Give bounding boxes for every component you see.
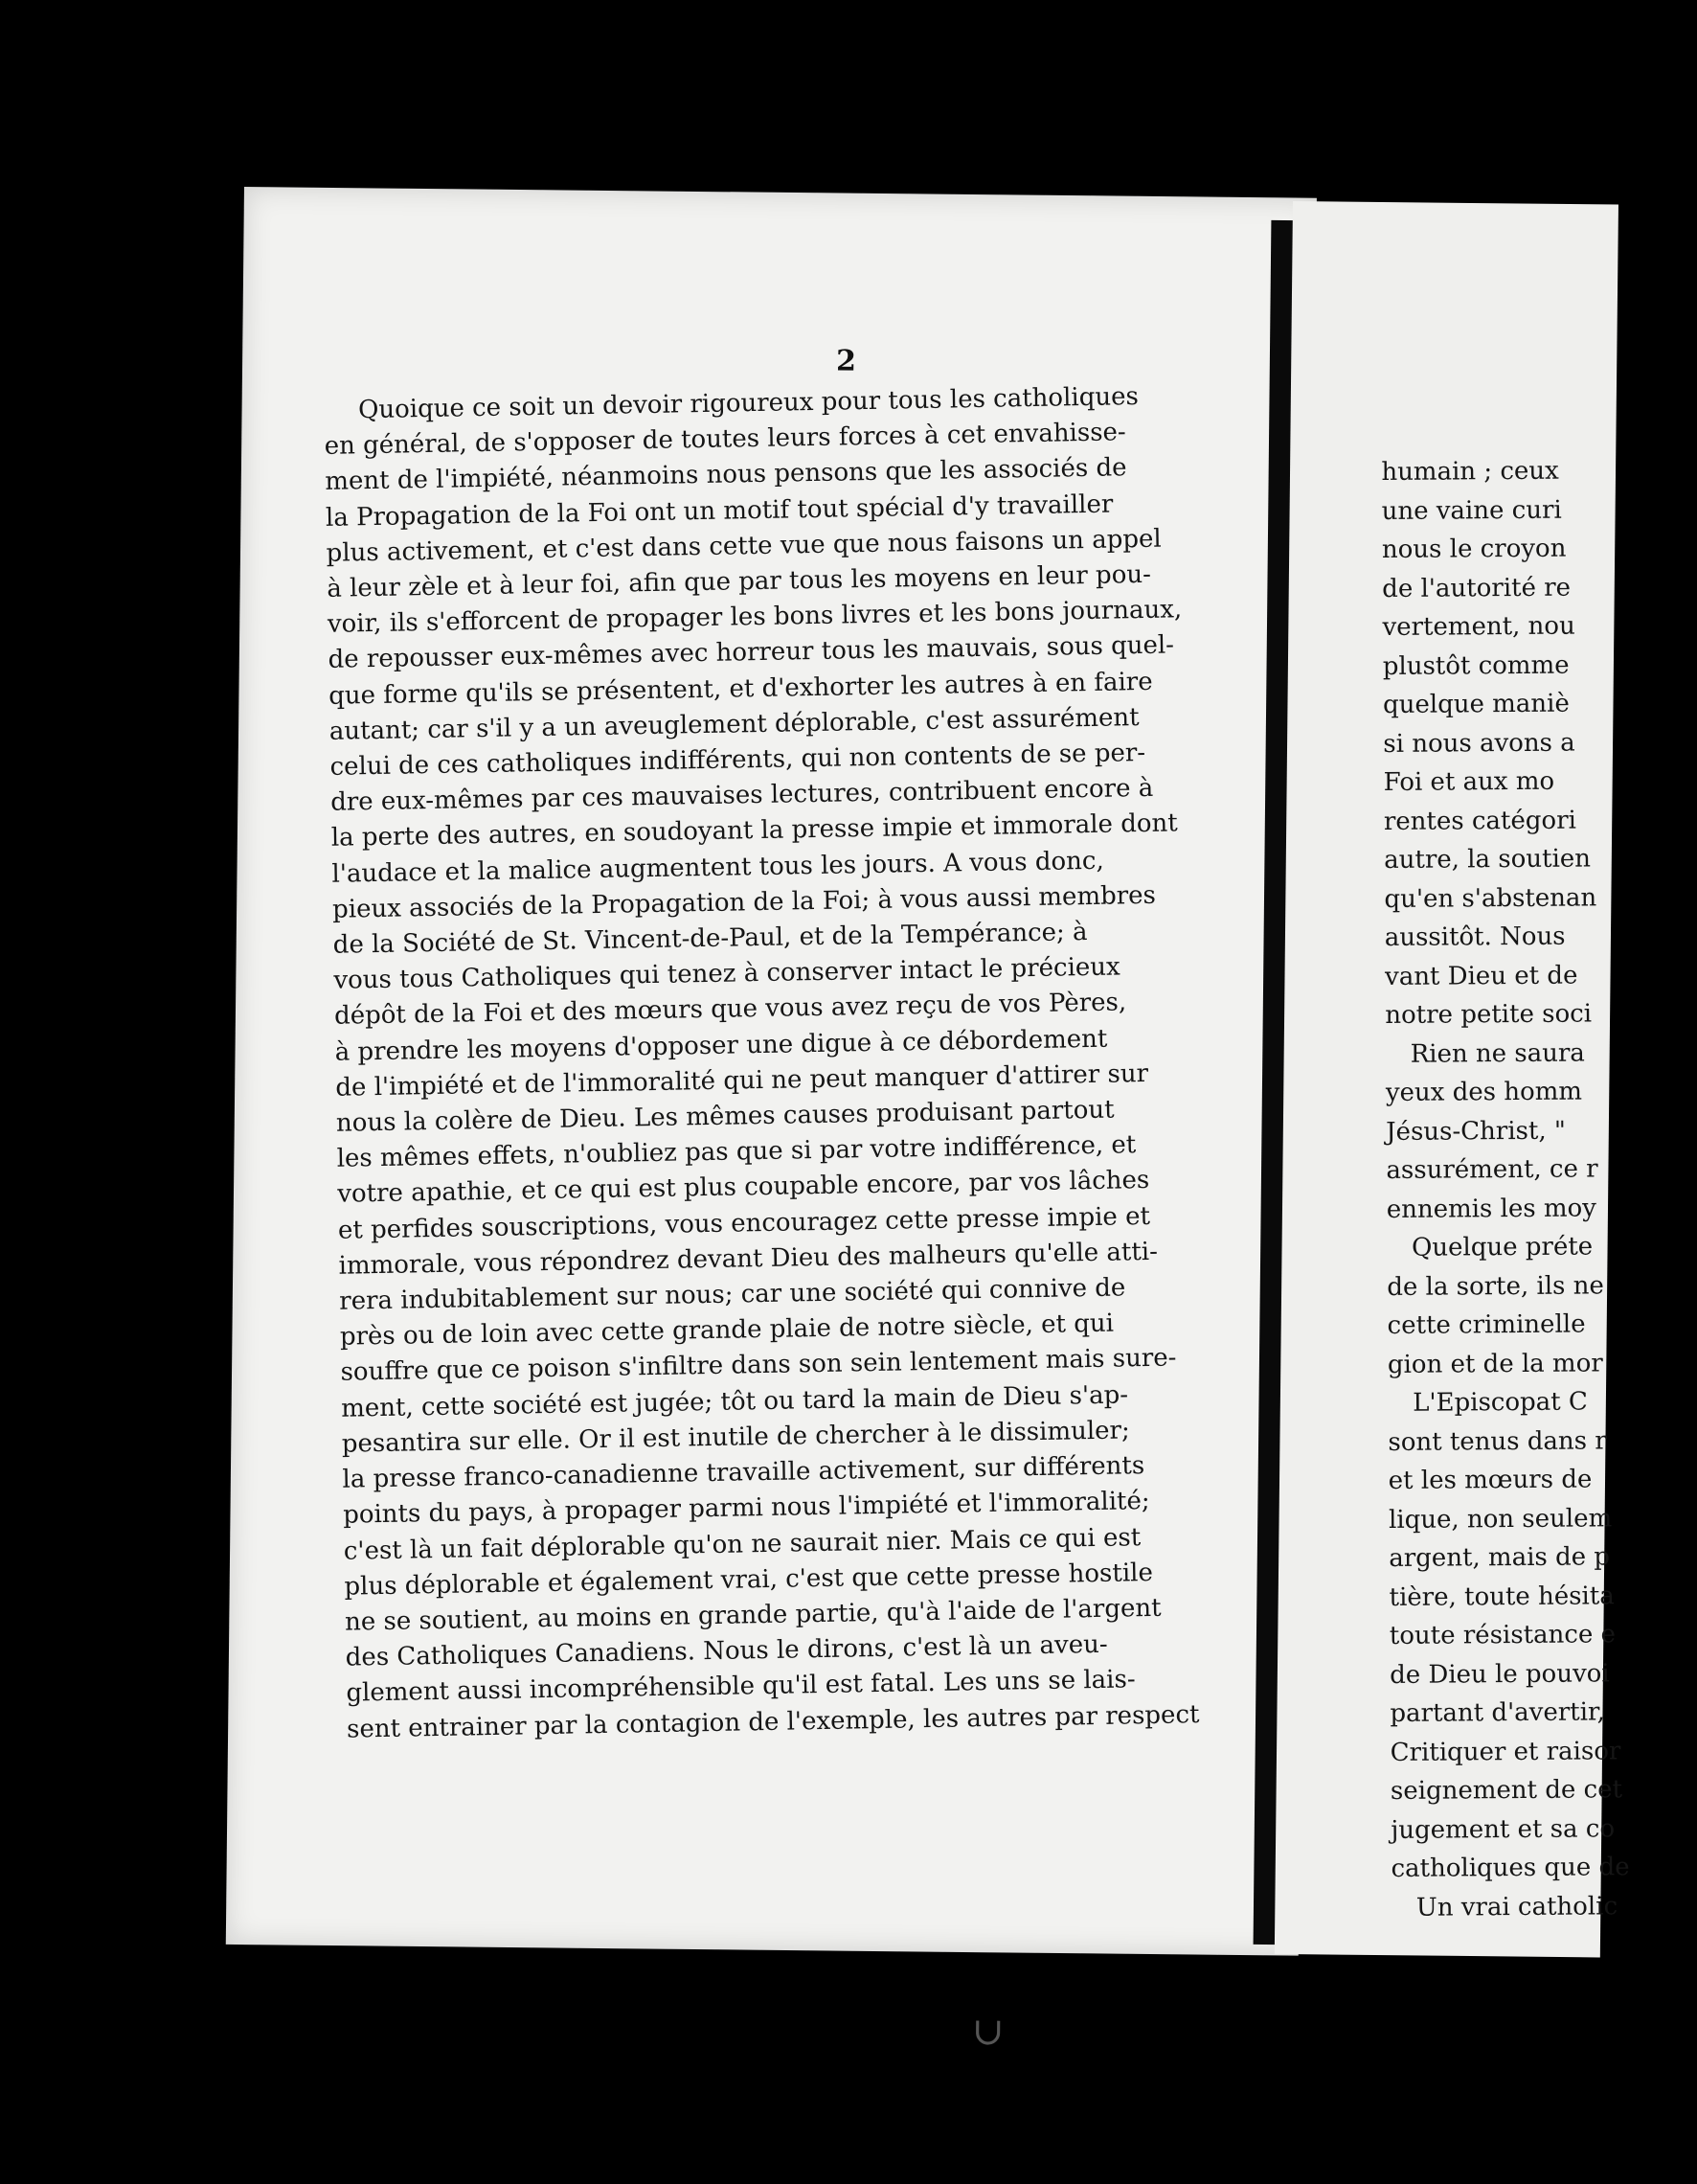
left-page-text-line: ne se soutient, au moins en grande partie, qu'à l'aide de l'argent (344, 1593, 1162, 1637)
right-page-text-line: tière, toute hésita (1389, 1581, 1615, 1612)
right-page-text-line: toute résistance e (1389, 1620, 1617, 1650)
left-page-text-line: glement aussi incompréhensible qu'il est fatal. Les uns se lais- (346, 1665, 1136, 1708)
right-page-text-line: qu'en s'abstenan (1384, 882, 1597, 914)
left-page-body-text (324, 378, 1238, 1748)
right-page-text-line: de Dieu le pouvoi (1390, 1658, 1610, 1690)
left-page-text-line: dre eux-mêmes par ces mauvaises lectures, contribuent encore à (329, 774, 1154, 818)
right-page-text-line: Quelque préte (1411, 1232, 1594, 1263)
left-page-text-line: rera indubitablement sur nous; car une société qui connive de (339, 1273, 1126, 1316)
right-page-text-line: notre petite soci (1385, 999, 1593, 1030)
left-page-text-line: des Catholiques Canadiens. Nous le dirons, c'est là un aveu- (345, 1629, 1108, 1672)
right-page-text-line: de l'autorité re (1382, 573, 1572, 603)
right-page-text-line: vant Dieu et de (1384, 961, 1578, 991)
right-page-text-line: quelque maniè (1382, 689, 1570, 719)
left-page-text-line: ment, cette société est jugée; tôt ou tard la main de Dieu s'ap- (340, 1380, 1129, 1423)
right-page-text-line: lique, non seulem (1388, 1503, 1613, 1535)
right-page-text-line: Rien ne saura (1410, 1038, 1585, 1069)
right-page-text-line: sont tenus dans r (1388, 1425, 1607, 1457)
right-page-text-line: jugement et sa co (1391, 1813, 1616, 1845)
left-page-text-line: les mêmes effets, n'oubliez pas que si par votre indifférence, et (336, 1130, 1137, 1174)
left-page-text-line: ment de l'impiété, néanmoins nous pensons que les associés de (325, 453, 1127, 497)
right-page-text-line: et les mœurs de (1388, 1465, 1593, 1495)
right-page-text-line: rentes catégori (1383, 806, 1576, 836)
right-page-text-line: ennemis les moy (1386, 1193, 1597, 1224)
left-page-text-line: l'audace et la malice augmentent tous les jours. A vous donc, (331, 846, 1104, 889)
left-page-text-line: pesantira sur elle. Or il est inutile de chercher à le dissimuler; (341, 1416, 1130, 1459)
right-page-text-line: autre, la soutien (1384, 844, 1592, 875)
left-page-text-line: souffre que ce poison s'infiltre dans son sein lentement mais sure- (340, 1343, 1177, 1388)
right-page-text-line: si nous avons a (1383, 728, 1575, 759)
right-page-text-line: assurément, ce r (1386, 1154, 1598, 1185)
right-page-text-line: nous le croyon (1381, 534, 1567, 564)
left-page-text-line: à prendre les moyens d'opposer une digue à ce débordement (334, 1024, 1108, 1067)
right-page-text-line: aussitôt. Nous (1384, 921, 1566, 952)
right-page-text-line: Jésus-Christ, " (1386, 1116, 1566, 1147)
right-page-text-line: catholiques que de (1391, 1853, 1630, 1883)
left-page-text-line: immorale, vous répondrez devant Dieu des malheurs qu'elle atti- (338, 1237, 1159, 1281)
left-page-text-line: que forme qu'ils se présentent, et d'exhorter les autres à en faire (328, 667, 1153, 711)
right-page-text-line: Critiquer et raisor (1390, 1736, 1621, 1767)
left-page-text-line: voir, ils s'efforcent de propager les bons livres et les bons journaux, (327, 595, 1183, 640)
left-page-text-line: la perte des autres, en soudoyant la presse impie et immorale dont (330, 808, 1178, 853)
page-number: 2 (835, 344, 857, 378)
right-page-text-line: Foi et aux mo (1383, 766, 1555, 797)
left-page-text-line: nous la colère de Dieu. Les mêmes causes produisant partout (335, 1095, 1115, 1138)
right-page-body-text (1381, 451, 1679, 1927)
right-page-text-line: Un vrai catholic (1415, 1891, 1618, 1922)
left-page-text-line: celui de ces catholiques indifférents, qui non contents de se per- (329, 738, 1146, 782)
left-page-text-line: autant; car s'il y a un aveuglement déplorable, c'est assurément (328, 702, 1140, 746)
left-page-text-line: dépôt de la Foi et des mœurs que vous avez reçu de vos Pères, (333, 988, 1127, 1032)
left-page-text-line: et perfides souscriptions, vous encouragez cette presse impie et (337, 1201, 1151, 1245)
left-page-text-line: de repousser eux-mêmes avec horreur tous les mauvais, sous quel- (328, 630, 1175, 675)
right-page-text-line: argent, mais de p (1389, 1542, 1611, 1573)
left-page-text-line: plus activement, et c'est dans cette vue que nous faisons un appel (326, 524, 1162, 568)
right-page-text-line: de la sorte, ils ne (1387, 1270, 1604, 1302)
left-page-text-line: votre apathie, et ce qui est plus coupable encore, par vos lâches (337, 1166, 1150, 1210)
right-page-text-line: plustôt comme (1382, 650, 1570, 681)
left-page-text-line: pieux associés de la Propagation de la Foi; à vous aussi membres (331, 880, 1157, 924)
left-page-text-line: près ou de loin avec cette grande plaie de notre siècle, et qui (339, 1308, 1115, 1353)
left-page (226, 187, 1317, 2055)
right-page-text-line: gion et de la mor (1387, 1348, 1603, 1379)
left-page-text-line: de l'impiété et de l'immoralité qui ne peut manquer d'attirer sur (335, 1058, 1149, 1103)
right-page-text-line: seignement de cet (1390, 1775, 1623, 1806)
right-page-text-line: partant d'avertir, (1390, 1697, 1605, 1728)
right-page-text-line: une vaine curi (1381, 495, 1562, 526)
left-page-text-line: la presse franco-canadienne travaille activement, sur différents (342, 1451, 1145, 1494)
left-page-text-line: de la Société de St. Vincent-de-Paul, et de la Tempérance; à (332, 918, 1088, 960)
left-page-text-line: la Propagation de la Foi ont un motif tout spécial d'y travailler (325, 489, 1114, 533)
left-page-text-line: c'est là un fait déplorable qu'on ne saurait nier. Mais ce qui est (343, 1522, 1142, 1566)
left-page-text-line: vous tous Catholiques qui tenez à conserver intact le précieux (333, 952, 1120, 996)
left-page-text-line: en général, de s'opposer de toutes leurs forces à cet envahisse- (324, 418, 1126, 462)
right-page-text-line: humain ; ceux (1381, 456, 1559, 487)
left-page-text-line: points du pays, à propager parmi nous l'impiété et l'immoralité; (342, 1487, 1150, 1530)
left-page-text-line: sent entrainer par la contagion de l'exemple, les autres par respect (346, 1699, 1200, 1744)
left-page-text-line: à leur zèle et à leur foi, afin que par tous les moyens en leur pou- (327, 559, 1152, 603)
right-page-text-line: cette criminelle (1387, 1309, 1586, 1340)
right-page-text-line: yeux des homm (1385, 1077, 1583, 1107)
left-page-text-line: Quoique ce soit un devoir rigoureux pour tous les catholiques (357, 382, 1140, 425)
right-page (1275, 201, 1630, 1957)
left-page-text-line: plus déplorable et également vrai, c'est que cette presse hostile (344, 1558, 1154, 1602)
pencil-mark: ∪ (971, 2010, 1005, 2055)
right-page-text-line: vertement, nou (1382, 611, 1575, 642)
right-page-text-line: L'Episcopat C (1413, 1387, 1588, 1418)
